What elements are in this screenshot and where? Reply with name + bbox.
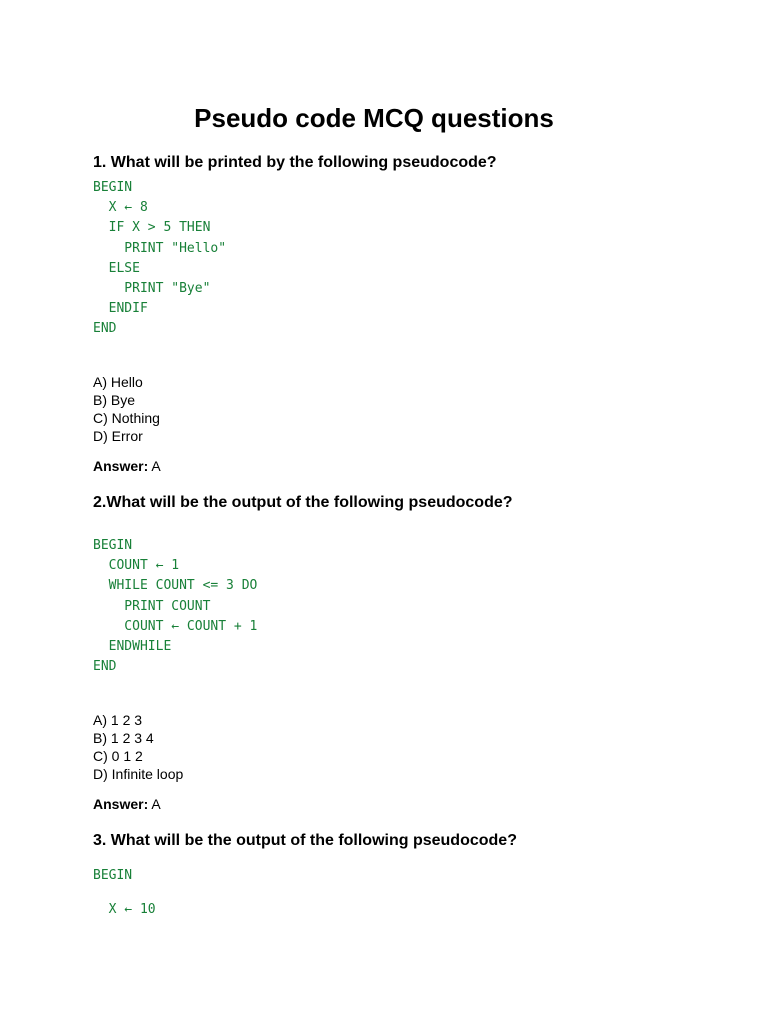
- option-a: A) 1 2 3: [93, 712, 143, 728]
- question-1-code-block: [93, 178, 226, 340]
- question-3-heading: 3. What will be the output of the following pseudocode?: [93, 832, 517, 849]
- code-line: ENDWHILE: [93, 638, 172, 654]
- option-d: D) Infinite loop: [93, 766, 184, 782]
- question-1-heading: 1. What will be printed by the following pseudocode?: [93, 154, 497, 171]
- question-2-code-block: [93, 536, 257, 677]
- code-line: END: [93, 321, 117, 337]
- code-line: COUNT ← 1: [93, 558, 180, 574]
- code-line: PRINT "Bye": [93, 280, 211, 296]
- code-line: COUNT ← COUNT + 1: [93, 618, 258, 634]
- option-c: C) 0 1 2: [93, 748, 143, 764]
- code-line: END: [93, 659, 117, 675]
- code-line: WHILE COUNT <= 3 DO: [93, 578, 258, 594]
- question-3-code-block-continued: [93, 900, 156, 920]
- option-b: B) Bye: [93, 392, 136, 408]
- question-3-code-block: [93, 866, 132, 886]
- option-a: A) Hello: [93, 374, 143, 390]
- code-line: X ← 8: [93, 200, 148, 216]
- question-1-options: [93, 373, 160, 445]
- code-line: BEGIN: [93, 538, 133, 553]
- answer-label: Answer:: [93, 796, 149, 812]
- option-c: C) Nothing: [93, 410, 160, 426]
- code-line: ENDIF: [93, 301, 148, 317]
- question-2-heading: 2.What will be the output of the following pseudocode?: [93, 494, 513, 511]
- question-2-answer: [93, 795, 161, 813]
- answer-label: Answer:: [93, 458, 149, 474]
- answer-value: A: [151, 796, 161, 812]
- code-line: IF X > 5 THEN: [93, 220, 211, 236]
- question-1-answer: [93, 457, 161, 475]
- code-line: ELSE: [93, 260, 140, 276]
- code-line: BEGIN: [93, 180, 133, 195]
- answer-value: A: [151, 458, 161, 474]
- option-b: B) 1 2 3 4: [93, 730, 154, 746]
- page-title: Pseudo code MCQ questions: [194, 103, 554, 133]
- code-line: PRINT COUNT: [93, 598, 211, 614]
- code-line: BEGIN: [93, 868, 133, 883]
- option-d: D) Error: [93, 428, 143, 444]
- code-line: PRINT "Hello": [93, 240, 227, 256]
- question-2-options: [93, 711, 183, 783]
- code-line: X ← 10: [93, 902, 156, 917]
